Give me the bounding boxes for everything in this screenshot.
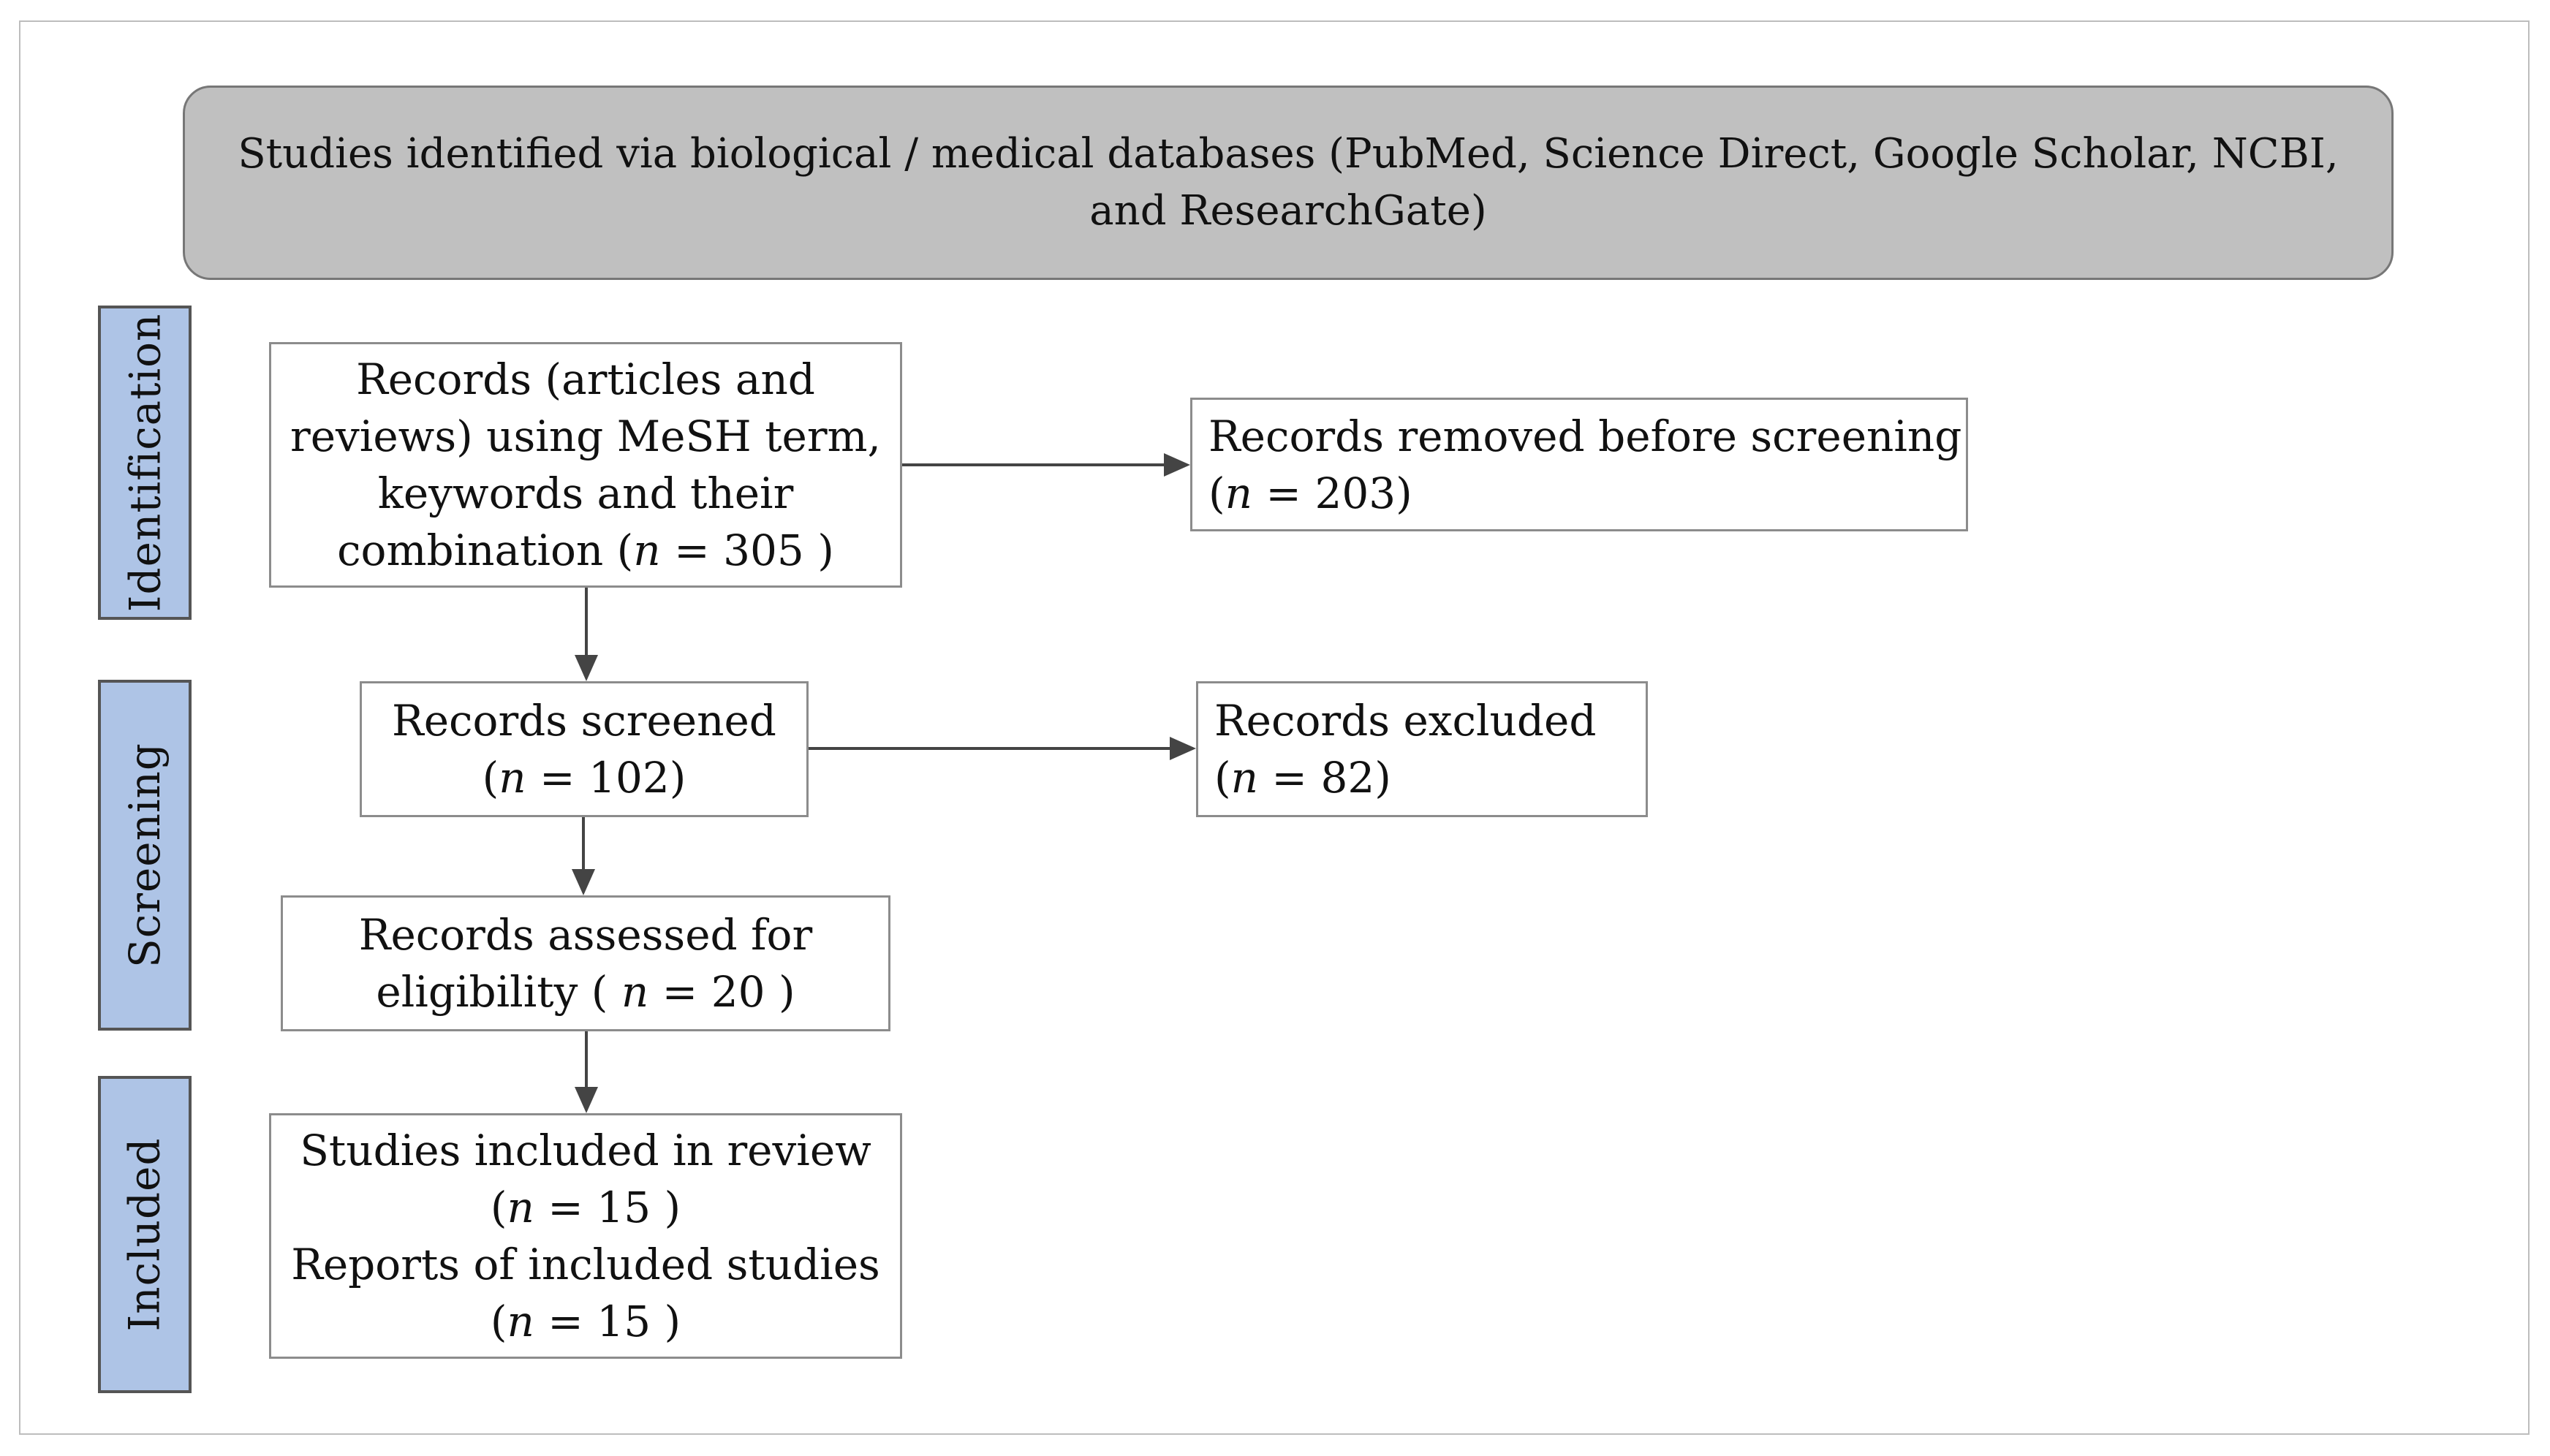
screened-count-value: = 102) [526,753,686,803]
included-line-3: Reports of included studies [291,1240,880,1289]
screened-count-prefix: ( [482,753,499,803]
reports-count-prefix: ( [490,1297,507,1346]
included-count-value: = 15 ) [534,1183,681,1232]
assessed-count-prefix: eligibility ( [376,967,621,1017]
included-count-prefix: ( [490,1183,507,1232]
records-line-2: reviews) using MeSH term, [290,412,881,461]
removed-count-value: = 203) [1252,468,1412,518]
stage-screening-label: Screening [120,743,170,968]
removed-n-symbol: n [1225,468,1252,518]
stage-identification-label: Identification [120,313,170,613]
excluded-count-prefix: ( [1214,753,1231,803]
stage-included-label: Included [120,1137,170,1332]
banner-line-1: Studies identified via biological / medical databases (PubMed, Science Direct, Google Scholar, NCBI, [238,130,2339,178]
assessed-count-value: = 20 ) [648,967,795,1017]
removed-count-prefix: ( [1208,468,1225,518]
assessed-line-1: Records assessed for [358,910,813,960]
assessed-n-symbol: n [621,967,649,1017]
reports-n-symbol: n [507,1297,534,1346]
records-count-value: = 305 ) [660,526,834,575]
screened-n-symbol: n [499,753,526,803]
reports-count-value: = 15 ) [534,1297,681,1346]
excluded-n-symbol: n [1230,753,1258,803]
records-n-symbol: n [633,526,661,575]
records-count-prefix: combination ( [337,526,634,575]
included-n-symbol: n [507,1183,534,1232]
removed-line-1: Records removed before screening [1208,411,1962,461]
records-line-3: keywords and their [377,469,794,518]
screened-line-1: Records screened [392,696,776,746]
included-line-1: Studies included in review [300,1126,871,1175]
excluded-line-1: Records excluded [1214,696,1597,746]
banner-line-2: and ResearchGate) [1089,187,1487,235]
excluded-count-value: = 82) [1258,753,1391,803]
records-line-1: Records (articles and [356,354,815,404]
